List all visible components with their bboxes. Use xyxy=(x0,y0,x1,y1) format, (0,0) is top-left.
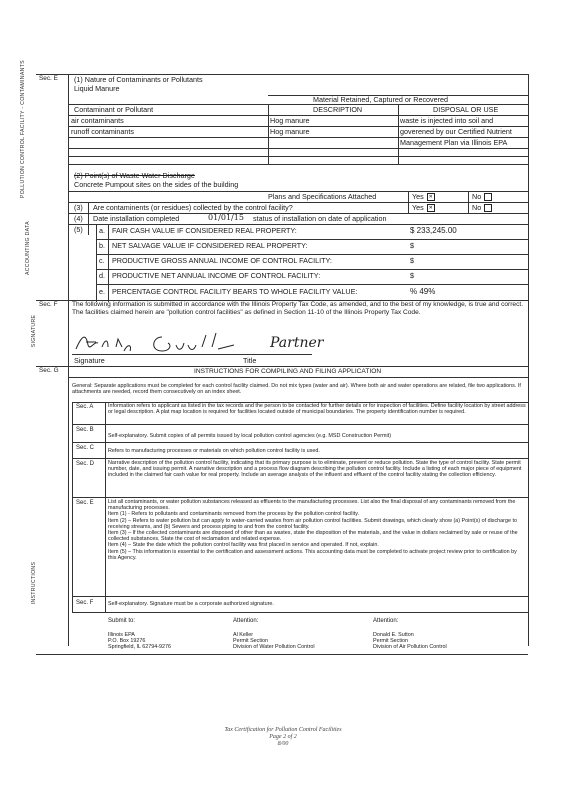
q3-no: No xyxy=(472,204,492,212)
material-header: Material Retained, Captured or Recovered xyxy=(313,95,449,104)
row-3-disposal: Management Plan via Illinois EPA xyxy=(400,138,508,147)
q4-text-post: status of installation on date of application xyxy=(253,214,387,223)
row-2-contaminant: runoff contaminants xyxy=(71,127,134,136)
address-epa-line-1: Illinois EPA xyxy=(108,632,135,638)
plans-label: Plans and Specifications Attached xyxy=(268,192,377,201)
instructions-heading: INSTRUCTIONS FOR COMPILING AND FILING APPLICATION xyxy=(194,368,382,375)
acct-d-text: PRODUCTIVE NET ANNUAL INCOME OF CONTROL FACILITY: xyxy=(112,271,321,280)
address-water-line-3: Division of Water Pollution Control xyxy=(233,644,315,651)
instr-sec-c-text: Refers to manufacturing processes or materials on which pollution control facility is used. xyxy=(108,448,320,454)
address-water-line-2: Permit Section xyxy=(233,638,269,645)
row-1-disposal: waste is injected into soil and xyxy=(400,116,494,125)
instr-sec-c-id: Sec. C xyxy=(76,445,95,451)
plans-no: No xyxy=(472,193,492,201)
instr-sec-e-id: Sec. E xyxy=(76,500,94,506)
instr-sec-d-text: Narrative description of the pollution control facility, indicating that its primary purpose is to eliminate, prevent or reduce pollution. State the type of control facility. State permit number, date, and issuing permit. A narrative description and a process flow diagram describing the pollution control facility. Include a listing of each major piece of equipment included in the claimed fair cash value for real property. Include an average analysis of the influent and effluent of the control facility stating the collection efficiency. xyxy=(108,460,522,479)
acct-b-text: NET SALVAGE VALUE IF CONSIDERED REAL PROPERTY: xyxy=(112,241,308,250)
address-water-line-1: Al Keller xyxy=(233,632,254,638)
q4-date: 01/01/15 xyxy=(208,213,244,222)
col-contaminant: Contaminant or Pollutant xyxy=(74,105,154,114)
row-1-contaminant: air contaminants xyxy=(71,116,124,125)
instr-sec-f-text: Self-explanatory. Signature must be a corporate authorized signature. xyxy=(108,601,274,607)
instr-sec-b-id: Sec. B xyxy=(76,427,94,433)
signature-image xyxy=(72,331,262,355)
plans-yes: Yes ✕ xyxy=(412,192,433,201)
acct-d-value: $ xyxy=(410,271,414,280)
title-value: Partner xyxy=(270,335,324,351)
acct-b-letter: b. xyxy=(99,241,105,250)
section-g-label: INSTRUCTIONS xyxy=(31,561,37,605)
attention-1-label: Attention: xyxy=(233,618,259,624)
q3-yes-checkbox[interactable]: ✕ xyxy=(428,205,433,212)
submit-to-label: Submit to: xyxy=(108,618,136,624)
acct-e-text: PERCENTAGE CONTROL FACILITY BEARS TO WHOLE FACILITY VALUE: xyxy=(112,287,358,296)
certification-text: The following information is submitted in accordance with the Illinois Property Tax Code, as amended, and to the best of my knowledge, is true and correct. The facilities claimed herein are "pollution control facilities" as defined in Section 11-10 of the Illinois Property Tax Code. xyxy=(72,301,524,317)
section-e-id: Sec. E xyxy=(39,75,58,82)
address-epa-line-3: Springfield, IL 62794-9276 xyxy=(108,644,172,651)
q3-yes: Yes ✕ xyxy=(412,203,433,212)
footer-date: 8/00 xyxy=(277,741,289,747)
section-e-accounting-label: ACCOUNTING DATA xyxy=(25,221,31,275)
plans-yes-checkbox[interactable]: ✕ xyxy=(428,194,433,201)
section-e-pollution-label: POLLUTION CONTROL FACILITY - CONTAMINANTS xyxy=(20,60,26,198)
address-air-line-2: Permit Section xyxy=(373,638,409,645)
instr-sec-e-text: List all contaminants, or water pollution substances released as effluents to the manufacturing processes. List also the final disposal of any contaminants removed from the manufacturing processes. Item (1) - Refers to pollutants and contaminants removed from the process by the pollution control facility. Item (2) – Refers to water pollution but can apply to water-carried wastes from air pollution control facilities. Submit drawings, which clearly show (a) Point(s) of discharge to receiving streams, and (b) Sewers and process piping to and from the control facility. Item (3) – If the collected contaminants are disposed of other than as wastes, state the disposition of the materials, and the value in dollars reclaimed by sale or reuse of the collected substances. State the cost of reclamation and related expense. Item (4) – State the date which the pollution control facility was first placed in service and operated. If not, explain. Item (5) – This information is essential to the certification and assessment actions. This accounting data must be completed to activate project review prior to certification by this Agency. xyxy=(108,499,518,561)
footer-page: Page 2 of 2 xyxy=(269,734,297,740)
instr-sec-b-text: Self-explanatory. Submit copies of all permits issued by local pollution control agencies (e.g. MSD Construction Permit) xyxy=(108,433,392,439)
address-air-line-3: Division of Air Pollution Control xyxy=(373,644,447,651)
address-epa xyxy=(108,632,171,651)
acct-c-letter: c. xyxy=(99,256,105,265)
q5-num: (5) xyxy=(74,225,83,234)
nature-title: (1) Nature of Contaminants or Pollutants xyxy=(74,75,203,84)
section-g-id: Sec. G xyxy=(39,367,59,374)
attention-2-label: Attention: xyxy=(373,618,399,624)
page-footer xyxy=(183,727,383,748)
row-1-description: Hog manure xyxy=(270,116,310,125)
section-f-id: Sec. F xyxy=(39,301,58,308)
row-2-description: Hog manure xyxy=(270,127,310,136)
col-description: DESCRIPTION xyxy=(313,105,363,114)
col-disposal: DISPOSAL OR USE xyxy=(433,105,499,114)
instr-sec-f-id: Sec. F xyxy=(76,600,94,606)
address-air-line-1: Donald E. Sutton xyxy=(373,632,414,638)
nature-value: Liquid Manure xyxy=(74,84,120,93)
footer-title: Tax Certification for Pollution Control Facilities xyxy=(224,727,342,733)
address-air xyxy=(373,632,447,651)
acct-c-value: $ xyxy=(410,256,414,265)
acct-a-value: $ 233,245.00 xyxy=(410,226,457,235)
points-title: (2) Point(s) of Waste Water Discharge xyxy=(74,171,195,180)
instr-sec-d-id: Sec. D xyxy=(76,461,95,467)
q3-no-checkbox[interactable] xyxy=(484,204,492,212)
plans-no-checkbox[interactable] xyxy=(484,193,492,201)
address-epa-line-2: P.O. Box 19276 xyxy=(108,638,146,645)
title-label: Title xyxy=(243,356,257,365)
q3-text: Are contaminents (or residues) collected by the control facility? xyxy=(93,203,293,212)
instr-sec-a-text: Information refers to applicant as listed in the tax records and the person to be contacted for further details or for inspection of facilities. Define facility location by street address or legal description. A plat map location is required for facilities located outside of municipal boundaries. The property identification number is required. xyxy=(108,403,526,416)
q3-num: (3) xyxy=(74,203,83,212)
general-text: General: Separate applications must be completed for each control facility claimed. Do not mix types (water and air). Where both air and water operations are related, file two applications. If attachments are needed, record them consecutively on an index sheet. xyxy=(72,383,521,396)
instr-sec-a-id: Sec. A xyxy=(76,404,94,410)
q4-num: (4) xyxy=(74,214,83,223)
acct-c-text: PRODUCTIVE GROSS ANNUAL INCOME OF CONTROL FACILITY: xyxy=(112,256,332,265)
points-value: Concrete Pumpout sites on the sides of the building xyxy=(74,180,239,189)
acct-a-text: FAIR CASH VALUE IF CONSIDERED REAL PROPERTY: xyxy=(112,226,297,235)
row-2-disposal: goverened by our Certified Nutrient xyxy=(400,127,512,136)
acct-e-letter: e. xyxy=(99,287,105,296)
acct-d-letter: d. xyxy=(99,271,105,280)
signature-label: Signature xyxy=(74,356,105,365)
address-water xyxy=(233,632,315,651)
acct-e-value: % 49% xyxy=(410,287,436,296)
acct-b-value: $ xyxy=(410,241,414,250)
acct-a-letter: a. xyxy=(99,226,105,235)
section-f-label: SIGNATURE xyxy=(31,314,37,348)
q4-text-pre: Date installation completed xyxy=(93,214,180,223)
